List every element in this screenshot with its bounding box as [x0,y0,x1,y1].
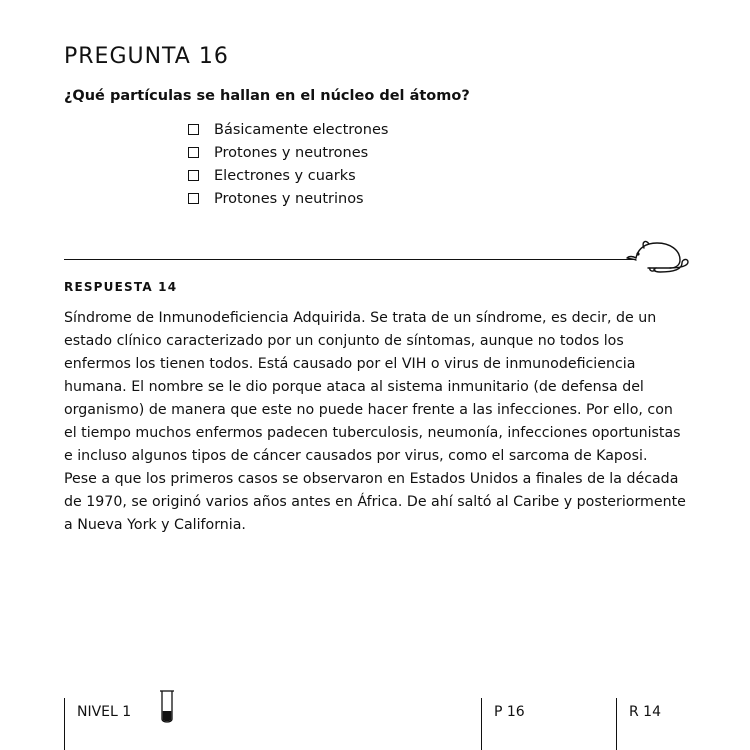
option-item[interactable] [188,187,388,210]
question-reference: P 16 [494,704,525,720]
mouse-icon [624,232,690,278]
answer-label: RESPUESTA 14 [64,280,178,294]
option-label: Electrones y cuarks [214,167,356,184]
checkbox-icon[interactable] [188,124,199,135]
level-label: NIVEL 1 [77,704,132,720]
footer-divider [64,698,65,750]
answer-body [64,307,688,537]
option-label: Protones y neutrones [214,144,369,161]
answer-options [188,118,388,210]
answer-reference: R 14 [629,704,661,720]
footer-divider [481,698,482,750]
question-title: PREGUNTA 16 [64,44,229,69]
test-tube-icon [156,690,178,726]
answer-paragraph: Pese a que los primeros casos se observaron en Estados Unidos a finales de la década de 1970, se originó varios años antes en África. De ahí saltó al Caribe y posteriormente a Nueva York y California. [64,471,686,533]
option-label: Protones y neutrinos [214,190,364,207]
answer-paragraph: Síndrome de Inmunodeficiencia Adquirida. Se trata de un síndrome, es decir, de un estado clínico caracterizado por un conjunto de síntomas, aunque no todos los enfermos los tienen todos. Está causado por el VIH o virus de inmunodeficiencia humana. El nombre se le dio porque ataca al sistema inmunitario (de defensa del organismo) de manera que este no puede hacer frente a las infecciones. Por ello, con el tiempo muchos enfermos padecen tuberculosis, neumonía, infecciones oportunistas e incluso algunos tipos de cáncer causados por virus, como el sarcoma de Kaposi. [64,310,681,464]
footer-divider [616,698,617,750]
checkbox-icon[interactable] [188,193,199,204]
footer [0,690,750,750]
checkbox-icon[interactable] [188,170,199,181]
option-item[interactable] [188,164,388,187]
option-item[interactable] [188,118,388,141]
option-item[interactable] [188,141,388,164]
section-divider [64,259,636,260]
question-text: ¿Qué partículas se hallan en el núcleo del átomo? [64,88,470,104]
option-label: Básicamente electrones [214,121,389,138]
checkbox-icon[interactable] [188,147,199,158]
